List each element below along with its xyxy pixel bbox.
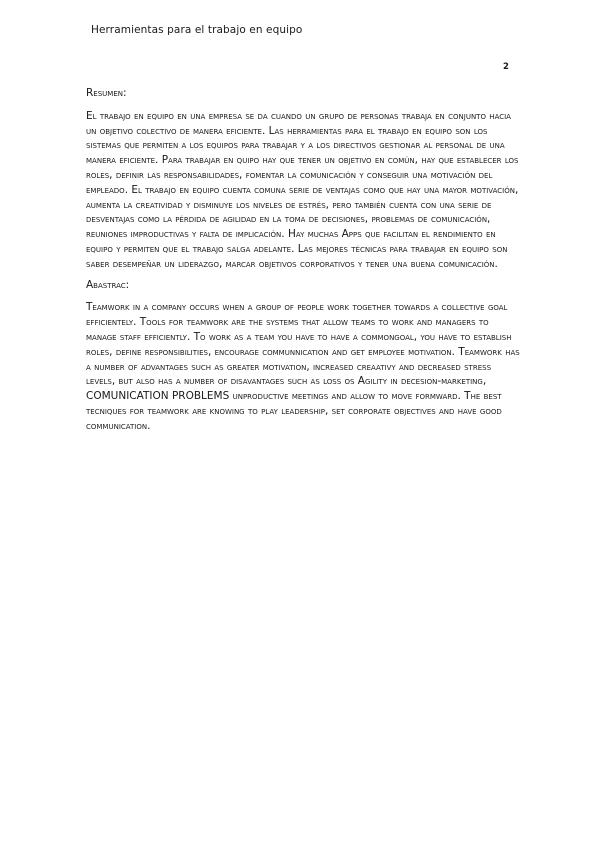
resumen-paragraph: El trabajo en equipo en una empresa se da cuando un grupo de personas trabaja en conjunto hacia un objetivo colectivo de manera eficiente. Las herramientas para el trabajo en equipo son los sistemas que permiten a los equipos para trabajar y a los directivos gestionar al personal de una manera eficiente. Para trabajar en quipo hay que tener un objetivo en común, hay que establecer los roles, definir las responsabilidades, fomentar la comunicación y conseguir una motivación del empleado. El trabajo en equipo cuenta comuna serie de ventajas como que hay una mayor motivación, aumenta la creatividad y disminuye los niveles de estrés, pero también cuenta con una serie de desventajas como la pérdida de agilidad en la toma de decisiones, problemas de comunicación, reuniones improductivas y falta de implicación. Hay muchas Apps que facilitan el rendimiento en equipo y permiten que el trabajo salga adelante. Las mejores técnicas para trabajar en equipo son saber desempeñar un liderazgo, marcar objetivos corporativos y tener una buena comunicación. (86, 109, 519, 270)
document-body (86, 86, 520, 434)
abstract-heading: Abastrac: (86, 278, 130, 291)
abstract-paragraph: Teamwork in a company occurs when a group of people work together towards a collective goal efficientely. Tools for teamwork are the systems that allow teams to work and managers to manage staff efficiently. To work as a team you have to have a commongoal, you have to establish roles, define responsibilities, encourage communnication and get employee motivation. Teamwork has a number of advantages such as greater motivation, increased creaativy and decreased stress levels, but also has a number of disavantages such as loss os Agility in decesion-marketing, COMUNICATION PROBLEMS unproductive meetings and allow to move formward. The best tecniques for teamwork are knowing to play leadership, set corporate objectives and have good communication. (86, 301, 520, 432)
page-number: 2 (503, 62, 509, 72)
running-header: Herramientas para el trabajo en equipo (91, 24, 303, 36)
resumen-heading: Resumen: (86, 87, 127, 99)
